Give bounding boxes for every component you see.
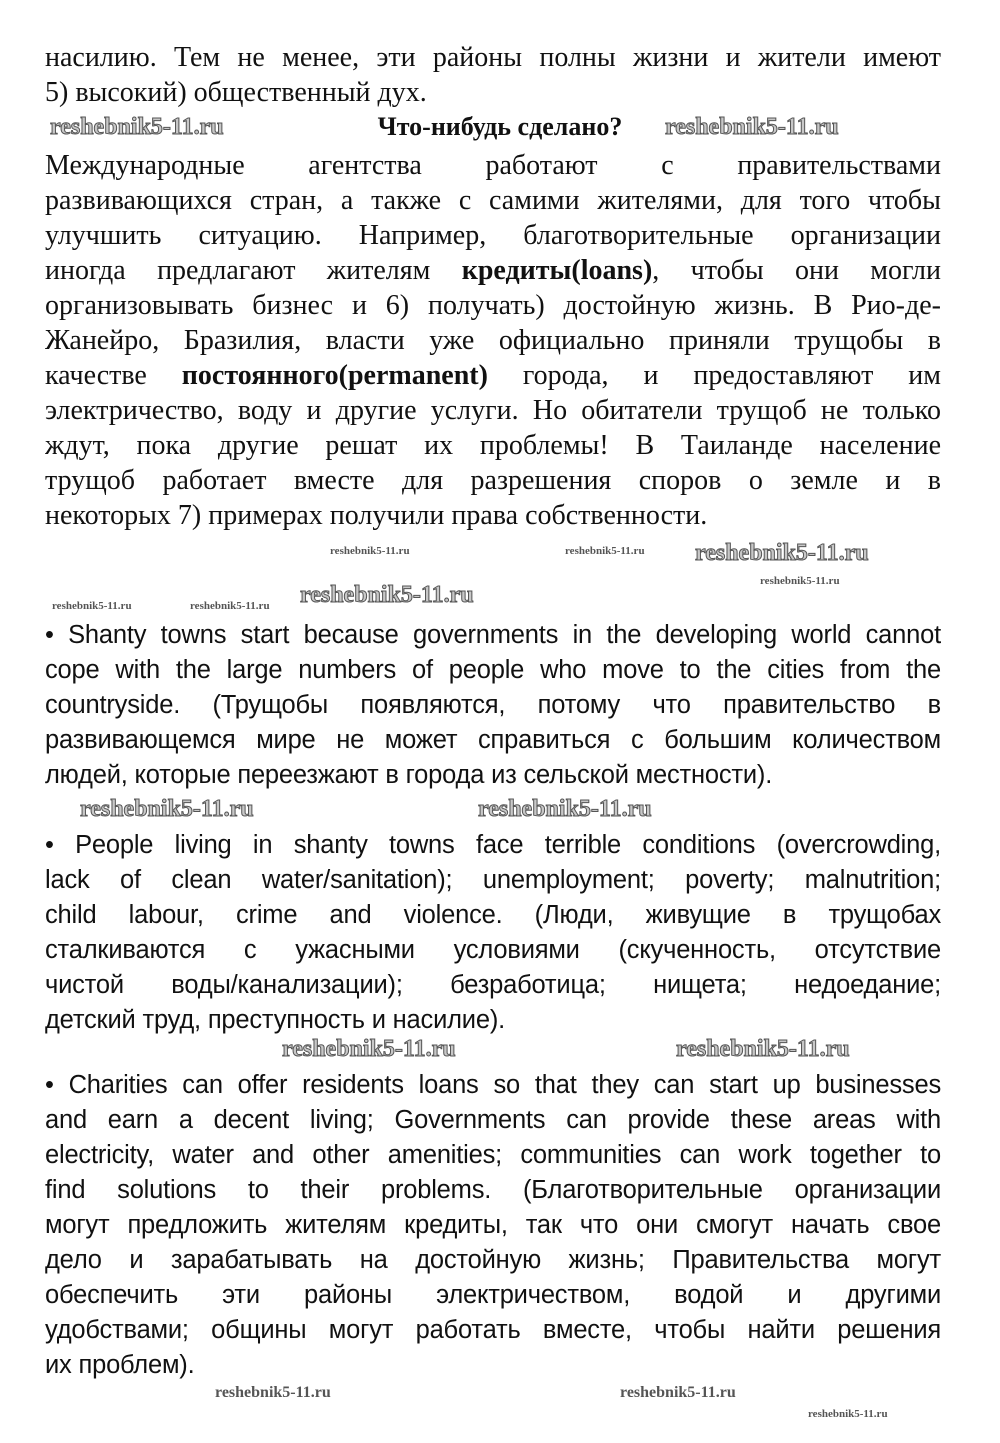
paragraph bbox=[45, 148, 941, 533]
watermark: reshebnik5-11.ru bbox=[565, 545, 645, 557]
text-line: 5) высокий) общественный дух. bbox=[45, 77, 427, 108]
text-line: • People living in shanty towns face terrible conditions (overcrowding, bbox=[45, 831, 941, 859]
text-line: and earn a decent living; Governments can provide these areas with bbox=[45, 1106, 941, 1134]
paragraph bbox=[45, 1068, 941, 1383]
watermark: reshebnik5-11.ru bbox=[620, 1384, 736, 1401]
paragraph bbox=[45, 828, 941, 1038]
watermark: reshebnik5-11.ru bbox=[282, 1036, 456, 1062]
text-line: развивающемся мире не может справиться с большим количеством bbox=[45, 726, 941, 754]
watermark: reshebnik5-11.ru bbox=[665, 114, 839, 140]
text-line: Международные агентства работают с правительствами bbox=[45, 150, 941, 181]
watermark: reshebnik5-11.ru bbox=[760, 575, 840, 587]
watermark: reshebnik5-11.ru bbox=[52, 600, 132, 612]
watermark: reshebnik5-11.ru bbox=[300, 582, 474, 608]
watermark: reshebnik5-11.ru bbox=[330, 545, 410, 557]
text-line: чистой воды/канализации); безработица; нищета; недоедание; bbox=[45, 971, 941, 999]
text-line: насилию. Тем не менее, эти районы полны жизни и жители имеют bbox=[45, 42, 941, 73]
text-line: иногда предлагают жителям кредиты(loans), чтобы они могли bbox=[45, 255, 941, 286]
text-line: • Shanty towns start because governments in the developing world cannot bbox=[45, 621, 941, 649]
text-line: улучшить ситуацию. Например, благотворительные организации bbox=[45, 220, 941, 251]
text-line: трущоб работает вместе для разрешения споров о земле и в bbox=[45, 465, 941, 496]
text-line: людей, которые переезжают в города из сельской местности). bbox=[45, 761, 773, 789]
watermark: reshebnik5-11.ru bbox=[50, 114, 224, 140]
text-line: электричество, воду и другие услуги. Но обитатели трущоб не только bbox=[45, 395, 941, 426]
text-line: • Charities can offer residents loans so that they can start up businesses bbox=[45, 1071, 941, 1099]
text-line: countryside. (Трущобы появляются, потому что правительство в bbox=[45, 691, 941, 719]
watermark: reshebnik5-11.ru bbox=[478, 796, 652, 822]
text-line: их проблем). bbox=[45, 1351, 195, 1379]
watermark: reshebnik5-11.ru bbox=[190, 600, 270, 612]
text-line: организовывать бизнес и 6) получать) достойную жизнь. В Рио-де- bbox=[45, 290, 941, 321]
text-line: ждут, пока другие решат их проблемы! В Таиланде население bbox=[45, 430, 941, 461]
text-line: lack of clean water/sanitation); unemployment; poverty; malnutrition; bbox=[45, 866, 941, 894]
text-line: cope with the large numbers of people who move to the cities from the bbox=[45, 656, 941, 684]
watermark: reshebnik5-11.ru bbox=[808, 1408, 888, 1420]
watermark: reshebnik5-11.ru bbox=[80, 796, 254, 822]
paragraph bbox=[45, 40, 941, 110]
watermark: reshebnik5-11.ru bbox=[676, 1036, 850, 1062]
text-line: дело и зарабатывать на достойную жизнь; Правительства могут bbox=[45, 1246, 941, 1274]
text-line: find solutions to their problems. (Благотворительные организации bbox=[45, 1176, 941, 1204]
text-line: child labour, crime and violence. (Люди, живущие в трущобах bbox=[45, 901, 941, 929]
heading: Что-нибудь сделано? bbox=[377, 112, 623, 141]
text-line: electricity, water and other amenities; communities can work together to bbox=[45, 1141, 941, 1169]
watermark: reshebnik5-11.ru bbox=[215, 1384, 331, 1401]
text-line: обеспечить эти районы электричеством, водой и другими bbox=[45, 1281, 941, 1309]
text-line: удобствами; общины могут работать вместе, чтобы найти решения bbox=[45, 1316, 941, 1344]
text-line: детский труд, преступность и насилие). bbox=[45, 1006, 505, 1034]
paragraph bbox=[45, 618, 941, 793]
text-line: могут предложить жителям кредиты, так что они смогут начать свое bbox=[45, 1211, 941, 1239]
text-line: Жанейро, Бразилия, власти уже официально приняли трущобы в bbox=[45, 325, 941, 356]
text-line: развивающихся стран, а также с самими жителями, для того чтобы bbox=[45, 185, 941, 216]
text-line: качестве постоянного(permanent) города, и предоставляют им bbox=[45, 360, 941, 391]
watermark: reshebnik5-11.ru bbox=[695, 540, 869, 566]
text-line: некоторых 7) примерах получили права собственности. bbox=[45, 500, 708, 531]
text-line: сталкиваются с ужасными условиями (скученность, отсутствие bbox=[45, 936, 941, 964]
